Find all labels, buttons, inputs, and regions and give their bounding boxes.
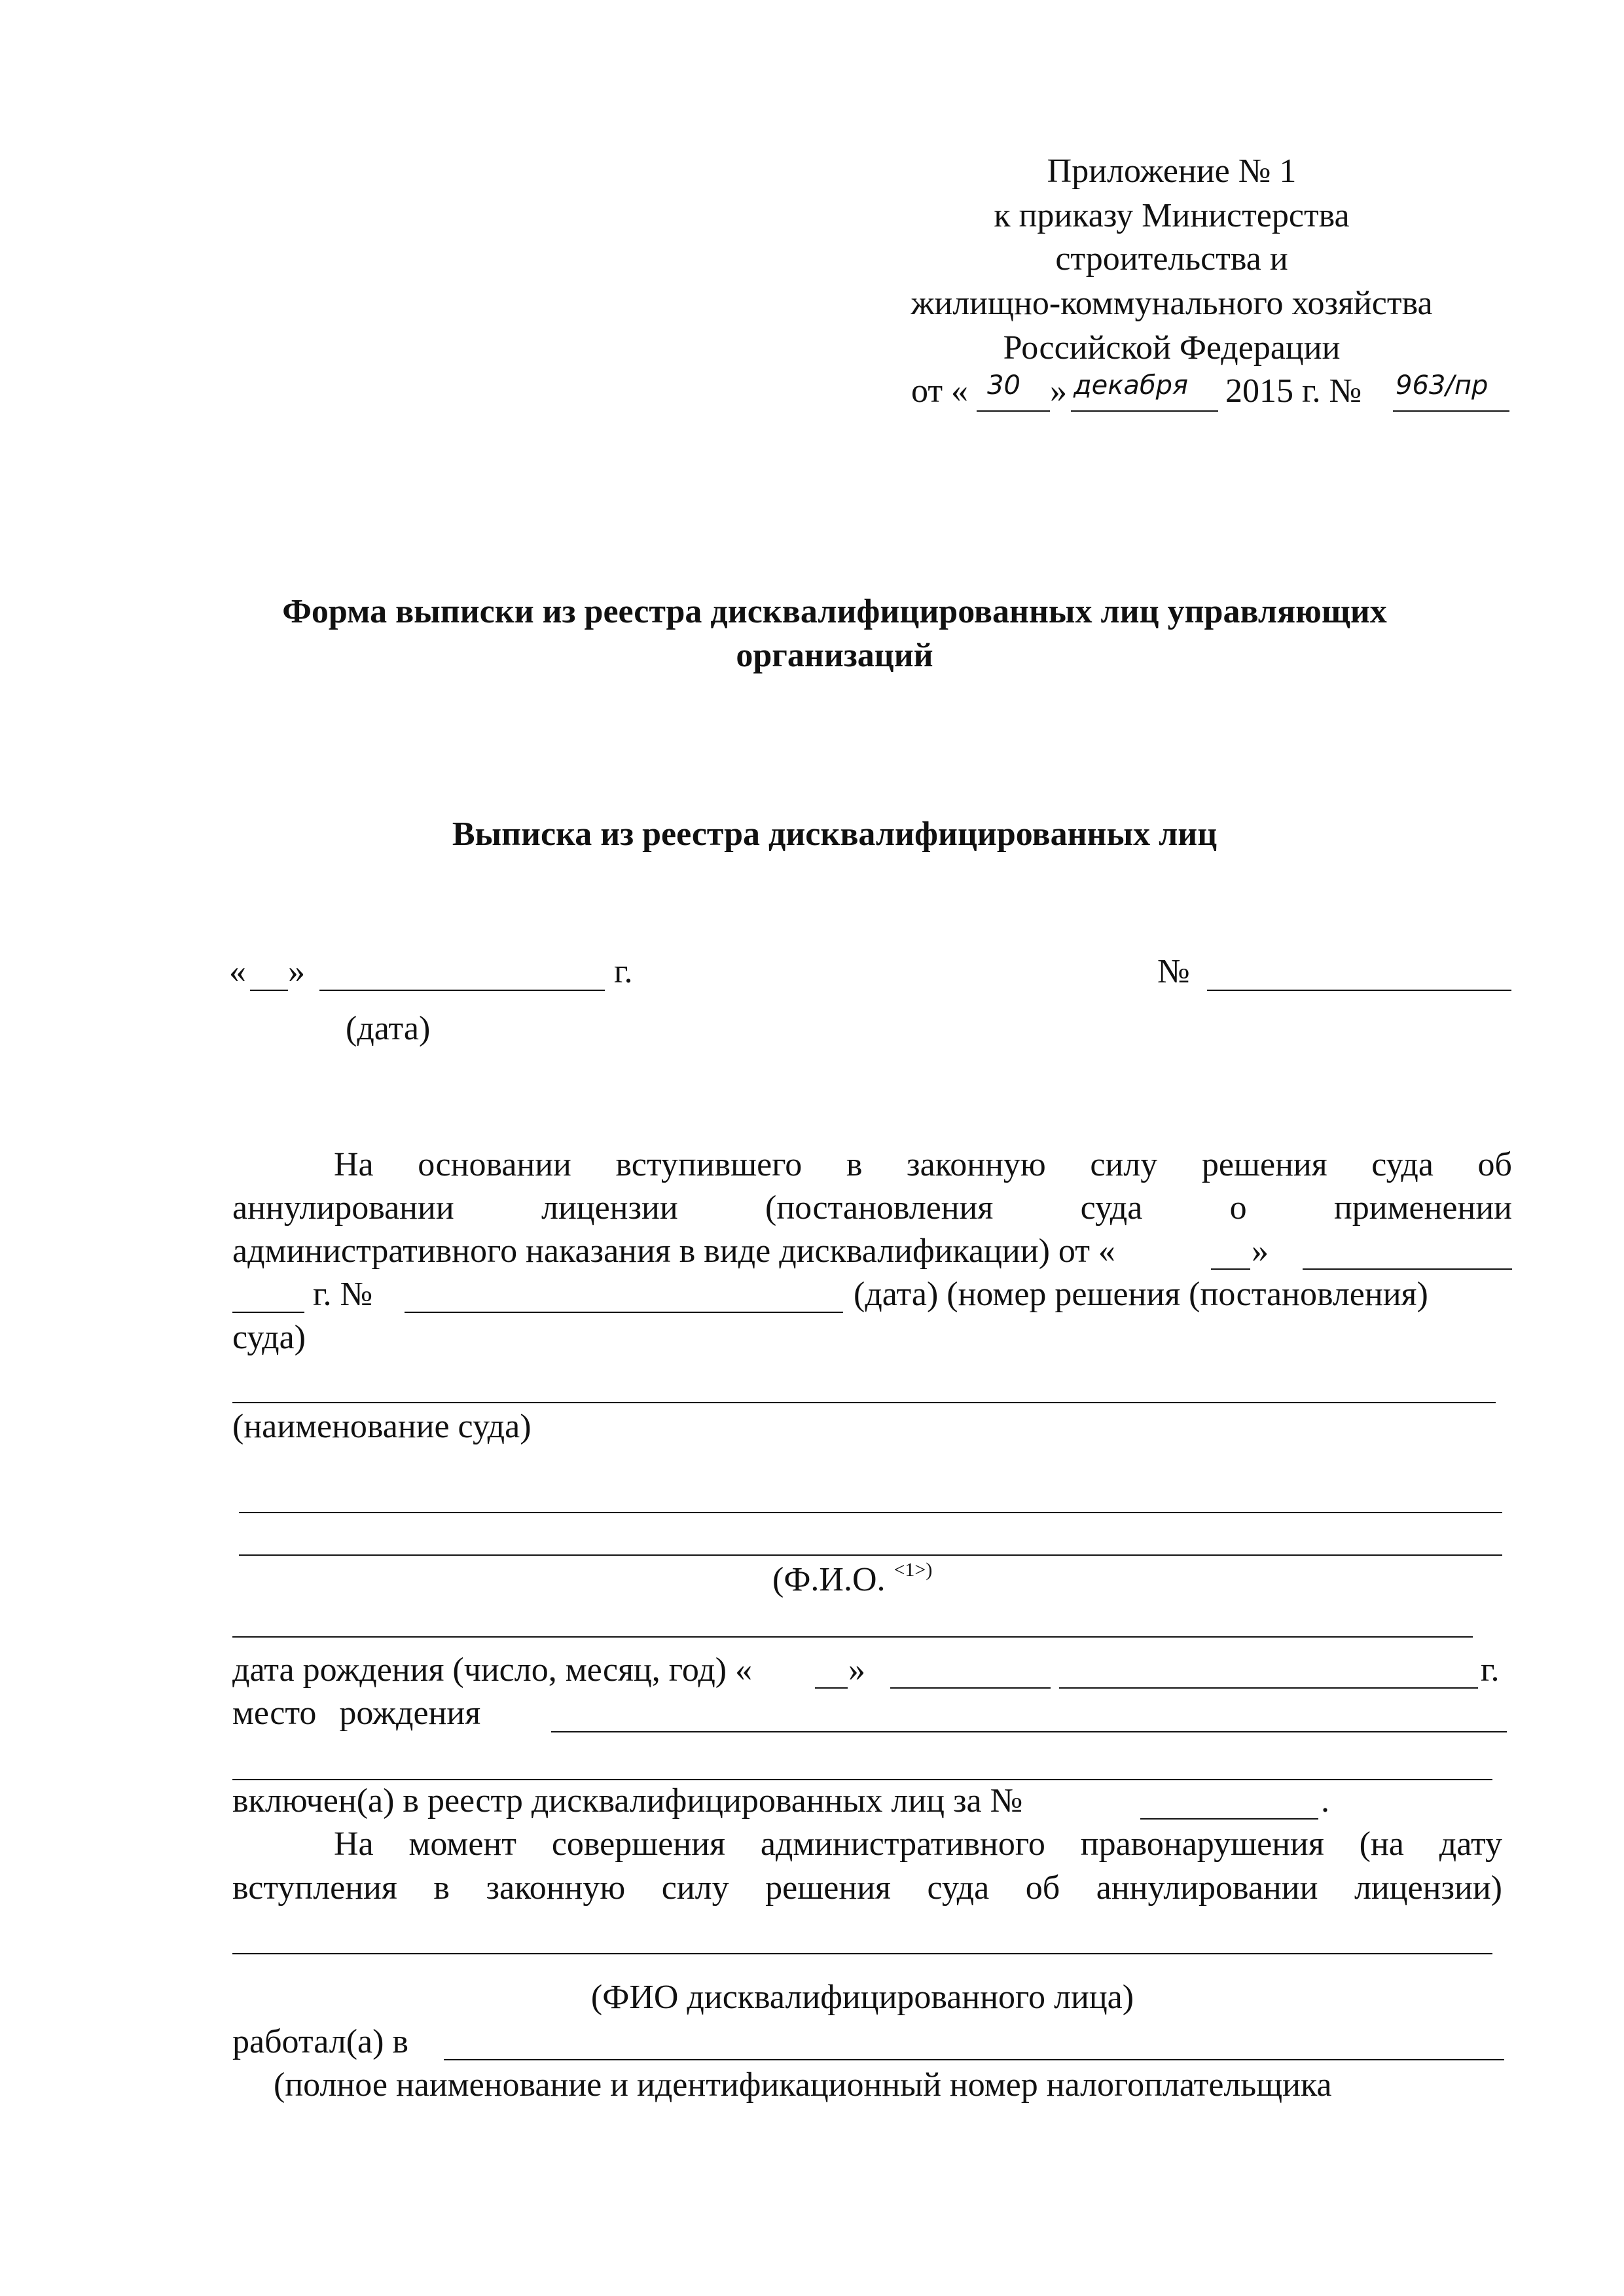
extract-number-field xyxy=(1207,990,1511,991)
handwritten-day: 30 xyxy=(987,370,1020,401)
date-day-field xyxy=(250,990,288,991)
birth-day-field xyxy=(815,1687,848,1689)
disqualified-person-field xyxy=(232,1953,1492,1954)
birth-year-field xyxy=(1059,1687,1478,1689)
court-decision-quote-close: » xyxy=(1252,1232,1269,1270)
birth-date-label: дата рождения (число, месяц, год) « xyxy=(232,1651,753,1689)
handwritten-month: декабря xyxy=(1074,370,1189,401)
court-decision-number-field xyxy=(405,1312,843,1313)
birth-date-quote-close: » xyxy=(848,1651,865,1689)
disqualified-person-caption: (ФИО дисквалифицированного лица) xyxy=(590,1979,1134,2016)
basis-paragraph-line-3: административного наказания в виде дисквалификации) от « xyxy=(232,1232,1115,1270)
fio-field-line-1 xyxy=(239,1512,1502,1513)
date-month-field xyxy=(319,990,605,991)
offense-paragraph-line-2: вступления в законную силу решения суда об аннулировании лицензии) xyxy=(232,1869,1502,1907)
birth-place-field-2 xyxy=(232,1779,1492,1780)
extract-subtitle: Выписка из реестра дисквалифицированных лиц xyxy=(452,816,1218,853)
date-caption: (дата) xyxy=(346,1010,431,1047)
registry-number-field xyxy=(1140,1818,1318,1820)
order-day-underline xyxy=(977,410,1050,412)
basis-paragraph-line-5: суда) xyxy=(232,1319,306,1356)
birth-year-suffix: г. xyxy=(1481,1651,1500,1689)
order-number-underline xyxy=(1393,410,1509,412)
organization-field xyxy=(444,2059,1504,2060)
date-year-suffix: г. xyxy=(614,953,633,990)
court-name-field xyxy=(232,1402,1496,1403)
birth-place-label: место рождения xyxy=(232,1695,481,1732)
court-decision-day-field xyxy=(1211,1268,1250,1270)
form-title-line-2: организаций xyxy=(736,637,933,674)
court-name-caption: (наименование суда) xyxy=(232,1408,532,1445)
date-quote-open: « xyxy=(229,953,246,990)
date-quote-close: » xyxy=(288,953,305,990)
appendix-number: Приложение № 1 xyxy=(1047,152,1297,190)
fio-footnote: <1>) xyxy=(893,1559,933,1581)
court-decision-month-field xyxy=(1303,1268,1512,1270)
registry-inclusion-end: . xyxy=(1321,1782,1329,1820)
order-date-quote-close: » xyxy=(1050,372,1067,410)
registry-inclusion-text: включен(а) в реестр дисквалифицированных лиц за № xyxy=(232,1782,1023,1820)
basis-paragraph-line-1: На основании вступившего в законную силу решения суда об xyxy=(334,1146,1512,1183)
handwritten-order-number: 963/пр xyxy=(1396,370,1489,401)
basis-paragraph-line-2: аннулировании лицензии (постановления суда о применении xyxy=(232,1189,1512,1227)
appendix-ministry-line: строительства и xyxy=(1055,240,1288,278)
court-decision-number-label: г. № xyxy=(313,1276,373,1313)
extract-number-label: № xyxy=(1157,953,1190,990)
order-month-underline xyxy=(1071,410,1218,412)
appendix-order-line: к приказу Министерства xyxy=(994,197,1350,234)
birth-place-field xyxy=(551,1731,1507,1732)
fio-field-line-2 xyxy=(239,1554,1502,1556)
form-title: Форма выписки из реестра дисквалифицированных лиц управляющих xyxy=(282,593,1387,630)
court-decision-caption: (дата) (номер решения (постановления) xyxy=(854,1276,1428,1313)
fio-extra-field xyxy=(232,1636,1473,1638)
appendix-federation-line: Российской Федерации xyxy=(1003,329,1341,367)
order-date-prefix: от « xyxy=(911,372,969,410)
order-year-and-number-label: 2015 г. № xyxy=(1225,372,1362,410)
worked-at-label: работал(а) в xyxy=(232,2023,408,2060)
birth-month-field xyxy=(890,1687,1051,1689)
offense-paragraph-line-1: На момент совершения административного правонарушения (на дату xyxy=(334,1825,1502,1863)
organization-caption: (полное наименование и идентификационный номер налогоплательщика xyxy=(274,2066,1332,2104)
fio-caption: (Ф.И.О. $^{<1>)}$ xyxy=(772,1559,933,1598)
court-decision-year-field xyxy=(232,1312,304,1313)
appendix-ministry-line-2: жилищно-коммунального хозяйства xyxy=(911,285,1433,322)
